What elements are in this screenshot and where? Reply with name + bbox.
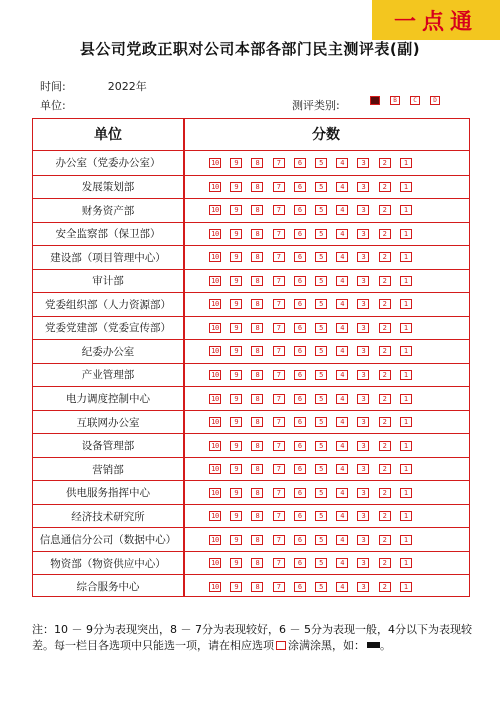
score-box-7[interactable]: 7 [273, 488, 285, 498]
unit-label: 单位: [40, 99, 66, 112]
row-unit-name: 物资部（物资供应中心） [50, 557, 166, 570]
score-box-9[interactable]: 9 [230, 205, 242, 215]
score-box-4[interactable]: 4 [336, 299, 348, 309]
category-option-c[interactable]: C [410, 96, 420, 105]
score-box-7[interactable]: 7 [273, 558, 285, 568]
score-box-5[interactable]: 5 [315, 464, 327, 474]
score-box-5[interactable]: 5 [315, 158, 327, 168]
row-unit-name: 发展策划部 [81, 181, 135, 194]
note-text: 注：10 － 9分为表现突出，8 － 7分为表现较好，6 － 5分为表现一般，4分以下为表现较差。每一栏目各选项中只能选一项，请在相应选项 [32, 623, 472, 652]
score-box-3[interactable]: 3 [357, 205, 369, 215]
score-box-6[interactable]: 6 [294, 205, 306, 215]
header-unit: 单位 [94, 127, 122, 143]
score-box-5[interactable]: 5 [315, 558, 327, 568]
score-box-7[interactable]: 7 [273, 535, 285, 545]
score-options [209, 151, 412, 175]
score-box-1[interactable]: 1 [400, 394, 412, 404]
score-box-5[interactable]: 5 [315, 229, 327, 239]
row-unit-name: 安全监察部（保卫部） [55, 228, 161, 241]
score-box-6[interactable]: 6 [294, 394, 306, 404]
score-box-6[interactable]: 6 [294, 535, 306, 545]
score-box-4[interactable]: 4 [336, 558, 348, 568]
score-box-9[interactable]: 9 [230, 511, 242, 521]
score-box-10[interactable]: 10 [209, 417, 221, 427]
score-box-5[interactable]: 5 [315, 346, 327, 356]
score-box-8[interactable]: 8 [251, 417, 263, 427]
score-box-7[interactable]: 7 [273, 582, 285, 592]
score-box-3[interactable]: 3 [357, 394, 369, 404]
score-box-8[interactable]: 8 [251, 394, 263, 404]
score-box-9[interactable]: 9 [230, 158, 242, 168]
header-score: 分数 [312, 127, 340, 143]
score-box-7[interactable]: 7 [273, 441, 285, 451]
score-box-10[interactable]: 10 [209, 158, 221, 168]
row-unit-name: 产业管理部 [81, 369, 135, 382]
score-box-7[interactable]: 7 [273, 158, 285, 168]
score-box-1[interactable]: 1 [400, 323, 412, 333]
row-unit-name: 纪委办公室 [81, 345, 135, 358]
score-box-2[interactable]: 2 [379, 417, 391, 427]
score-options [209, 505, 412, 528]
score-box-4[interactable]: 4 [336, 441, 348, 451]
score-options [209, 481, 412, 504]
score-box-10[interactable]: 10 [209, 370, 221, 380]
score-box-8[interactable]: 8 [251, 370, 263, 380]
score-box-8[interactable]: 8 [251, 488, 263, 498]
table-row [33, 175, 469, 199]
table-row [33, 504, 469, 528]
score-box-3[interactable]: 3 [357, 464, 369, 474]
score-box-6[interactable]: 6 [294, 464, 306, 474]
score-box-8[interactable]: 8 [251, 535, 263, 545]
score-box-2[interactable]: 2 [379, 488, 391, 498]
score-box-9[interactable]: 9 [230, 252, 242, 262]
score-box-10[interactable]: 10 [209, 252, 221, 262]
score-options [209, 340, 412, 363]
score-box-7[interactable]: 7 [273, 394, 285, 404]
score-box-7[interactable]: 7 [273, 323, 285, 333]
score-box-9[interactable]: 9 [230, 323, 242, 333]
score-box-4[interactable]: 4 [336, 370, 348, 380]
score-box-6[interactable]: 6 [294, 488, 306, 498]
score-box-8[interactable]: 8 [251, 323, 263, 333]
category-label: 测评类别: [292, 99, 340, 112]
evaluation-table [32, 118, 470, 597]
row-unit-name: 信息通信分公司（数据中心） [39, 534, 177, 547]
score-box-7[interactable]: 7 [273, 346, 285, 356]
table-header [33, 119, 469, 151]
score-options [209, 411, 412, 434]
score-box-4[interactable]: 4 [336, 488, 348, 498]
note-text-2: 涂满涂黑，如： [288, 639, 365, 652]
table-row [33, 292, 469, 316]
score-box-6[interactable]: 6 [294, 252, 306, 262]
score-box-9[interactable]: 9 [230, 370, 242, 380]
row-unit-name: 建设部（项目管理中心） [50, 251, 166, 264]
score-options [209, 552, 412, 575]
score-box-4[interactable]: 4 [336, 346, 348, 356]
row-unit-name: 办公室（党委办公室） [55, 157, 161, 170]
table-row [33, 433, 469, 457]
score-box-2[interactable]: 2 [379, 370, 391, 380]
score-box-3[interactable]: 3 [357, 558, 369, 568]
score-box-6[interactable]: 6 [294, 323, 306, 333]
score-box-6[interactable]: 6 [294, 441, 306, 451]
table-row [33, 339, 469, 363]
score-box-2[interactable]: 2 [379, 158, 391, 168]
time-row [40, 78, 147, 94]
score-box-1[interactable]: 1 [400, 205, 412, 215]
score-box-3[interactable]: 3 [357, 346, 369, 356]
table-row [33, 316, 469, 340]
score-box-8[interactable]: 8 [251, 299, 263, 309]
score-options [209, 246, 412, 269]
score-box-3[interactable]: 3 [357, 417, 369, 427]
page-title: 县公司党政正职对公司本部各部门民主测评表(副) [79, 40, 421, 58]
row-unit-name: 经济技术研究所 [71, 510, 145, 523]
row-unit-name: 综合服务中心 [76, 581, 140, 594]
score-box-3[interactable]: 3 [357, 323, 369, 333]
row-unit-name: 党委党建部（党委宣传部） [45, 322, 171, 335]
score-box-2[interactable]: 2 [379, 205, 391, 215]
score-box-5[interactable]: 5 [315, 582, 327, 592]
score-box-5[interactable]: 5 [315, 488, 327, 498]
table-row [33, 527, 469, 551]
row-unit-name: 电力调度控制中心 [66, 393, 150, 405]
score-box-3[interactable]: 3 [357, 511, 369, 521]
score-options [209, 434, 412, 457]
table-row [33, 457, 469, 481]
score-box-6[interactable]: 6 [294, 582, 306, 592]
score-box-6[interactable]: 6 [294, 370, 306, 380]
table-row [33, 198, 469, 222]
score-box-6[interactable]: 6 [294, 158, 306, 168]
score-box-2[interactable]: 2 [379, 299, 391, 309]
score-box-8[interactable]: 8 [251, 441, 263, 451]
score-box-6[interactable]: 6 [294, 417, 306, 427]
table-body [33, 151, 469, 596]
score-box-7[interactable]: 7 [273, 229, 285, 239]
score-box-1[interactable]: 1 [400, 558, 412, 568]
score-box-3[interactable]: 3 [357, 441, 369, 451]
score-box-2[interactable]: 2 [379, 276, 391, 286]
score-box-6[interactable]: 6 [294, 229, 306, 239]
score-box-8[interactable]: 8 [251, 182, 263, 192]
score-box-3[interactable]: 3 [357, 299, 369, 309]
score-box-8[interactable]: 8 [251, 511, 263, 521]
score-box-10[interactable]: 10 [209, 346, 221, 356]
score-options [209, 317, 412, 340]
score-box-2[interactable]: 2 [379, 323, 391, 333]
score-box-4[interactable]: 4 [336, 464, 348, 474]
score-box-5[interactable]: 5 [315, 511, 327, 521]
row-unit-name: 审计部 [92, 275, 124, 288]
score-box-10[interactable]: 10 [209, 276, 221, 286]
score-box-1[interactable]: 1 [400, 417, 412, 427]
score-box-4[interactable]: 4 [336, 252, 348, 262]
table-row [33, 363, 469, 387]
score-box-2[interactable]: 2 [379, 511, 391, 521]
score-box-1[interactable]: 1 [400, 229, 412, 239]
score-box-10[interactable]: 10 [209, 394, 221, 404]
score-options [209, 575, 412, 598]
score-box-10[interactable]: 10 [209, 323, 221, 333]
score-box-1[interactable]: 1 [400, 370, 412, 380]
row-unit-name: 互联网办公室 [76, 416, 140, 429]
score-box-8[interactable]: 8 [251, 346, 263, 356]
score-box-1[interactable]: 1 [400, 182, 412, 192]
score-box-3[interactable]: 3 [357, 370, 369, 380]
score-box-10[interactable]: 10 [209, 182, 221, 192]
score-box-6[interactable]: 6 [294, 511, 306, 521]
score-box-7[interactable]: 7 [273, 511, 285, 521]
score-box-4[interactable]: 4 [336, 182, 348, 192]
filled-box-example [367, 642, 380, 648]
score-box-1[interactable]: 1 [400, 488, 412, 498]
score-box-3[interactable]: 3 [357, 182, 369, 192]
row-unit-name: 设备管理部 [81, 440, 135, 453]
score-box-8[interactable]: 8 [251, 276, 263, 286]
score-box-8[interactable]: 8 [251, 252, 263, 262]
score-box-5[interactable]: 5 [315, 205, 327, 215]
score-box-1[interactable]: 1 [400, 441, 412, 451]
score-box-4[interactable]: 4 [336, 323, 348, 333]
score-box-9[interactable]: 9 [230, 582, 242, 592]
score-box-2[interactable]: 2 [379, 558, 391, 568]
brand-badge: 一点通 [372, 0, 500, 40]
score-box-2[interactable]: 2 [379, 535, 391, 545]
score-box-6[interactable]: 6 [294, 558, 306, 568]
score-box-1[interactable]: 1 [400, 158, 412, 168]
score-box-7[interactable]: 7 [273, 464, 285, 474]
score-box-7[interactable]: 7 [273, 370, 285, 380]
score-box-2[interactable]: 2 [379, 182, 391, 192]
score-box-9[interactable]: 9 [230, 299, 242, 309]
score-box-10[interactable]: 10 [209, 582, 221, 592]
score-box-7[interactable]: 7 [273, 276, 285, 286]
table-row [33, 151, 469, 175]
score-box-10[interactable]: 10 [209, 205, 221, 215]
score-box-5[interactable]: 5 [315, 394, 327, 404]
score-box-10[interactable]: 10 [209, 229, 221, 239]
score-box-10[interactable]: 10 [209, 535, 221, 545]
score-box-4[interactable]: 4 [336, 205, 348, 215]
score-box-5[interactable]: 5 [315, 252, 327, 262]
score-box-9[interactable]: 9 [230, 464, 242, 474]
score-box-10[interactable]: 10 [209, 464, 221, 474]
score-box-4[interactable]: 4 [336, 394, 348, 404]
score-box-9[interactable]: 9 [230, 229, 242, 239]
score-box-5[interactable]: 5 [315, 417, 327, 427]
score-box-3[interactable]: 3 [357, 488, 369, 498]
score-box-7[interactable]: 7 [273, 299, 285, 309]
score-box-4[interactable]: 4 [336, 276, 348, 286]
score-box-9[interactable]: 9 [230, 276, 242, 286]
score-box-1[interactable]: 1 [400, 276, 412, 286]
score-box-3[interactable]: 3 [357, 229, 369, 239]
score-box-9[interactable]: 9 [230, 417, 242, 427]
score-box-9[interactable]: 9 [230, 441, 242, 451]
score-box-9[interactable]: 9 [230, 394, 242, 404]
score-box-10[interactable]: 10 [209, 299, 221, 309]
score-options [209, 223, 412, 246]
row-unit-name: 供电服务指挥中心 [66, 487, 150, 500]
score-box-7[interactable]: 7 [273, 182, 285, 192]
score-box-2[interactable]: 2 [379, 394, 391, 404]
score-box-4[interactable]: 4 [336, 582, 348, 592]
score-box-10[interactable]: 10 [209, 511, 221, 521]
score-box-3[interactable]: 3 [357, 276, 369, 286]
score-box-5[interactable]: 5 [315, 299, 327, 309]
category-option-a[interactable]: A [370, 96, 380, 105]
table-row [33, 574, 469, 598]
score-box-3[interactable]: 3 [357, 252, 369, 262]
table-row [33, 551, 469, 575]
table-row [33, 245, 469, 269]
score-box-9[interactable]: 9 [230, 182, 242, 192]
score-box-1[interactable]: 1 [400, 252, 412, 262]
score-box-2[interactable]: 2 [379, 229, 391, 239]
table-row [33, 269, 469, 293]
score-box-1[interactable]: 1 [400, 535, 412, 545]
row-unit-name: 财务资产部 [81, 204, 135, 217]
score-box-1[interactable]: 1 [400, 346, 412, 356]
score-box-8[interactable]: 8 [251, 229, 263, 239]
table-row [33, 222, 469, 246]
score-box-8[interactable]: 8 [251, 582, 263, 592]
score-options [209, 293, 412, 316]
time-value: 2022年 [107, 80, 147, 93]
score-box-6[interactable]: 6 [294, 276, 306, 286]
instructions-note: 注：10 － 9分为表现突出，8 － 7分为表现较好，6 － 5分为表现一般，4分以下为表现较差。每一栏目各选项中只能选一项，请在相应选项 涂满涂黑，如： 。 [32, 623, 472, 652]
table-row [33, 480, 469, 504]
score-box-3[interactable]: 3 [357, 158, 369, 168]
score-box-9[interactable]: 9 [230, 558, 242, 568]
score-options [209, 364, 412, 387]
score-box-5[interactable]: 5 [315, 276, 327, 286]
score-box-4[interactable]: 4 [336, 158, 348, 168]
score-box-5[interactable]: 5 [315, 182, 327, 192]
score-options [209, 176, 412, 199]
score-box-4[interactable]: 4 [336, 535, 348, 545]
row-unit-name: 党委组织部（人力资源部） [45, 298, 171, 311]
score-box-4[interactable]: 4 [336, 417, 348, 427]
score-box-2[interactable]: 2 [379, 441, 391, 451]
score-box-10[interactable]: 10 [209, 488, 221, 498]
score-options [209, 528, 412, 551]
score-box-2[interactable]: 2 [379, 464, 391, 474]
score-box-10[interactable]: 10 [209, 558, 221, 568]
score-box-7[interactable]: 7 [273, 252, 285, 262]
score-box-7[interactable]: 7 [273, 417, 285, 427]
score-box-4[interactable]: 4 [336, 229, 348, 239]
score-options [209, 387, 412, 410]
score-box-2[interactable]: 2 [379, 582, 391, 592]
time-label: 时间: [40, 80, 66, 93]
category-option-d[interactable]: D [430, 96, 440, 105]
score-options [209, 270, 412, 293]
score-box-1[interactable]: 1 [400, 511, 412, 521]
score-box-5[interactable]: 5 [315, 323, 327, 333]
score-box-1[interactable]: 1 [400, 464, 412, 474]
score-box-9[interactable]: 9 [230, 535, 242, 545]
score-box-5[interactable]: 5 [315, 535, 327, 545]
score-box-8[interactable]: 8 [251, 205, 263, 215]
score-box-6[interactable]: 6 [294, 346, 306, 356]
score-box-8[interactable]: 8 [251, 158, 263, 168]
score-box-8[interactable]: 8 [251, 558, 263, 568]
table-row [33, 410, 469, 434]
score-box-10[interactable]: 10 [209, 441, 221, 451]
table-row [33, 386, 469, 410]
row-unit-name: 营销部 [92, 463, 124, 476]
score-options [209, 458, 412, 481]
score-box-8[interactable]: 8 [251, 464, 263, 474]
score-box-1[interactable]: 1 [400, 299, 412, 309]
score-box-3[interactable]: 3 [357, 582, 369, 592]
score-box-9[interactable]: 9 [230, 488, 242, 498]
score-box-6[interactable]: 6 [294, 299, 306, 309]
score-box-5[interactable]: 5 [315, 441, 327, 451]
score-box-6[interactable]: 6 [294, 182, 306, 192]
empty-box-example [276, 641, 286, 650]
score-box-4[interactable]: 4 [336, 511, 348, 521]
category-option-b[interactable]: B [390, 96, 400, 105]
category-options [370, 96, 440, 105]
score-box-7[interactable]: 7 [273, 205, 285, 215]
score-box-5[interactable]: 5 [315, 370, 327, 380]
score-box-2[interactable]: 2 [379, 346, 391, 356]
score-box-1[interactable]: 1 [400, 582, 412, 592]
score-box-9[interactable]: 9 [230, 346, 242, 356]
score-box-3[interactable]: 3 [357, 535, 369, 545]
score-options [209, 199, 412, 222]
score-box-2[interactable]: 2 [379, 252, 391, 262]
